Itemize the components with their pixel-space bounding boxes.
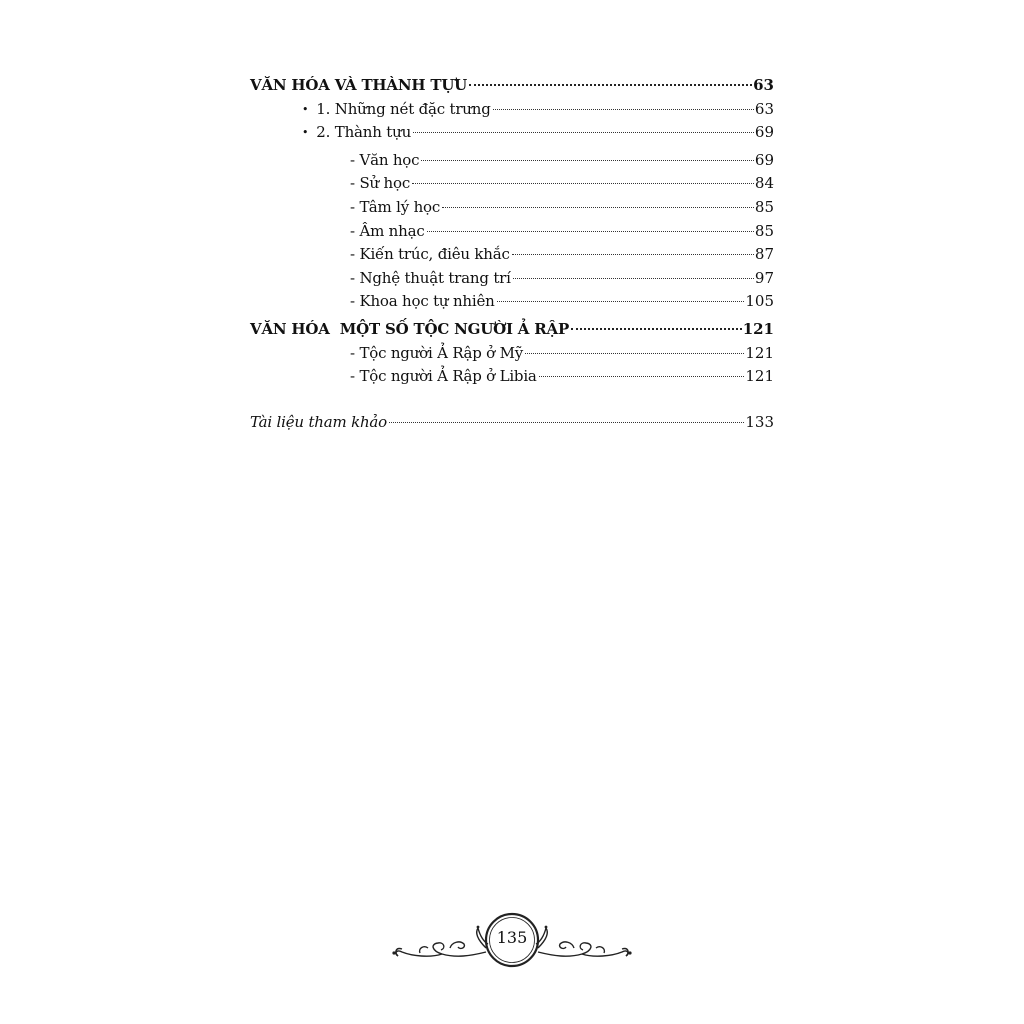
toc-entry-title: Tài liệu tham khảo (250, 412, 387, 431)
toc-page-number: 69 (754, 123, 774, 142)
toc-references[interactable] (250, 411, 774, 435)
toc-entry-title: - Tộc người Ả Rập ở Mỹ (250, 342, 523, 366)
page-footer (390, 912, 634, 974)
toc-entry-title: - Tâm lý học (250, 196, 440, 220)
dot-leader (497, 301, 745, 302)
dot-leader (421, 160, 754, 161)
toc-entry-title: VĂN HÓA VÀ THÀNH TỰU (250, 76, 468, 94)
dot-leader (412, 183, 754, 184)
dot-leader (525, 353, 744, 354)
toc-entry-title: - Sử học (250, 172, 410, 196)
toc-page-number: 97 (754, 268, 774, 287)
table-of-contents (250, 74, 774, 434)
page-number: 135 (496, 928, 528, 947)
dot-leader (493, 109, 754, 110)
toc-entry-title: - Văn học (250, 149, 419, 173)
toc-subitem[interactable] (250, 290, 774, 314)
dot-leader (512, 254, 754, 255)
toc-page-number: 85 (754, 197, 774, 216)
toc-subitem[interactable] (250, 342, 774, 366)
dot-leader (427, 231, 754, 232)
toc-entry-title: VĂN HÓA MỘT SỐ TỘC NGƯỜI Ả RẬP (250, 319, 570, 338)
toc-subitem[interactable] (250, 196, 774, 220)
toc-page-number: 121 (745, 367, 774, 386)
toc-section-culture-achievements[interactable] (250, 74, 774, 98)
toc-section-arab-peoples[interactable] (250, 318, 774, 342)
toc-entry-title: - Kiến trúc, điêu khắc (250, 243, 510, 267)
toc-page-number: 121 (745, 343, 774, 362)
toc-item[interactable] (250, 121, 774, 145)
dot-leader (389, 422, 744, 423)
toc-page-number: 121 (742, 319, 774, 338)
toc-subitem[interactable] (250, 220, 774, 244)
dot-leader (413, 132, 754, 133)
toc-page-number: 63 (754, 99, 774, 118)
dot-leader (571, 328, 742, 330)
toc-entry-title: - Âm nhạc (250, 220, 425, 244)
toc-page-number: 133 (745, 412, 774, 431)
toc-subitem[interactable] (250, 267, 774, 291)
dot-leader (513, 278, 754, 279)
toc-page-number: 63 (753, 76, 774, 94)
toc-subitem[interactable] (250, 149, 774, 173)
dot-leader (442, 207, 754, 208)
toc-subitem[interactable] (250, 365, 774, 389)
toc-subitem[interactable] (250, 243, 774, 267)
toc-page-number: 84 (754, 174, 774, 193)
dot-leader (539, 376, 745, 377)
toc-entry-title: - Khoa học tự nhiên (250, 290, 495, 314)
toc-page-number: 87 (754, 245, 774, 264)
toc-page-number: 105 (745, 292, 774, 311)
toc-entry-title: • 1. Những nét đặc trưng (250, 98, 491, 123)
toc-entry-title: • 2. Thành tựu (250, 121, 411, 146)
toc-entry-title: - Nghệ thuật trang trí (250, 267, 511, 291)
toc-entry-title: - Tộc người Ả Rập ở Libia (250, 365, 537, 389)
toc-page-number: 85 (754, 221, 774, 240)
toc-subitem[interactable] (250, 172, 774, 196)
toc-page-number: 69 (754, 150, 774, 169)
toc-item[interactable] (250, 98, 774, 122)
dot-leader (469, 84, 752, 86)
